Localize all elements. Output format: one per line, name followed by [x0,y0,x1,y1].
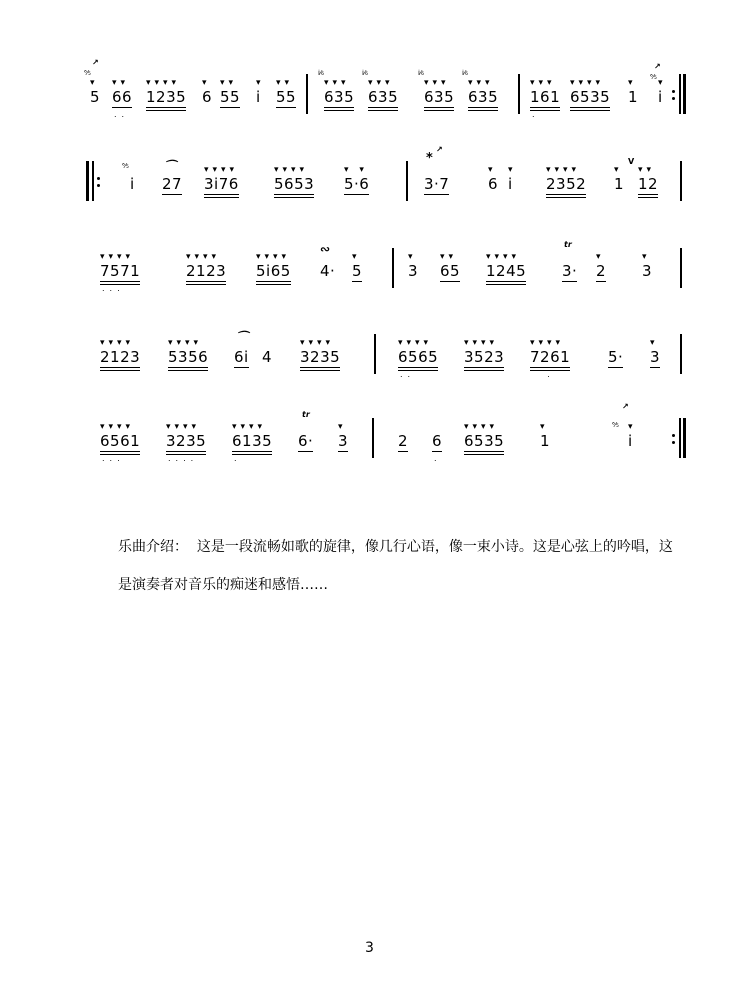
note-group: ▾▾▾▾ 3235 .... [166,422,207,463]
note-group: ▾▾▾▾ 7571 ... [100,252,141,293]
note-group: ▾▾▾▾ 2352 [546,175,586,193]
note-group: 2 [398,432,409,450]
note-group: ▾▾▾ 635 [424,88,454,106]
score-line-2 [0,147,736,207]
note-group: ▾ i [628,422,637,450]
note-group: ▾▾▾▾ 7261 . [530,338,571,379]
note-group: ▾▾▾▾ 1235 [146,88,186,106]
note-group: ▾ 1 [540,422,551,450]
final-barline [683,418,686,458]
grace-note: ⁶⁄₅ [612,421,619,429]
grace-note: i̇⁄₆ [318,69,324,77]
note-group: ▾▾▾ 635 [368,88,398,106]
barline [680,248,682,288]
repeat-dots-icon [672,86,675,104]
note-group: 3· [562,262,578,280]
note-group: ▾ 1 [628,78,639,106]
note-group: ▾▾▾▾ 2123 [186,262,226,280]
score-line-5 [0,404,736,464]
note-group: 4· [320,262,336,280]
note-group: ▾▾ 12 [638,175,658,193]
note-group: 27 [162,175,183,193]
note-group: ▾▾▾▾ 1245 [486,262,526,280]
note-group: ▾▾▾▾ 2123 [100,348,140,366]
note-group: i [130,175,135,193]
start-repeat-barline [86,161,89,201]
star-icon: * [426,151,433,166]
note-group: ▾ 3 [650,338,661,366]
score-line-1 [0,60,736,120]
note-group: ▾ ▾ 5·6 [344,165,370,193]
music-introduction [118,528,678,604]
note-group: 4 [262,348,273,366]
barline [679,74,681,114]
note-group: ▾ i [658,78,667,106]
grace-note: i̇⁄₆ [418,69,424,77]
note-group: ▾ i [256,78,265,106]
note-group: ▾▾▾▾ 5653 [274,175,314,193]
note-group: ▾ 3 [338,422,349,450]
note-group: ▾ 3 [642,252,653,280]
score-line-4 [0,320,736,380]
turn-icon: ⌒ [236,330,249,344]
note-group: 6i [234,348,249,366]
final-barline [683,74,686,114]
grace-note: ⁶⁄₅ [84,69,91,77]
note-group: ▾▾▾▾ 6535 [464,432,504,450]
barline [372,418,374,458]
grace-note: ⁶⁄₅ [122,162,129,170]
grace-note: ⁶⁄₅ [650,73,657,81]
page-number: 3 [365,940,374,956]
barline [679,418,681,458]
barline [518,74,520,114]
barline [406,161,408,201]
barline [92,161,94,201]
note-group: ▾ 3 [408,252,419,280]
note-group: ▾▾▾ 161 . [530,78,561,119]
note-group: ▾ 6 [488,165,499,193]
breath-mark-icon: V [628,157,635,166]
note-group: ▾▾▾▾ 5356 [168,348,208,366]
grace-note: i̇⁄₆ [462,69,468,77]
note-group: ▾▾ 55 [220,78,241,106]
note-group: ▾▾ 65 [440,252,461,280]
barline [680,161,682,201]
barline [374,334,376,374]
note-group: ▾▾ 66 .. [112,78,133,119]
intro-text: 这是一段流畅如歌的旋律，像几行心语，像一束小诗。这是心弦上的吟唱，这是演奏者对音乐的痴迷和感悟…… [118,539,673,593]
score-line-3 [0,234,736,294]
trill-icon: tr [564,240,572,249]
repeat-dots-icon [672,430,675,448]
slide-up-icon: ↗ [622,402,629,411]
note-group: ▾ 2 [596,252,607,280]
slide-up-icon: ↗ [436,145,443,154]
note-group: ▾▾▾▾ 3523 [464,348,504,366]
repeat-dots-icon [97,173,100,191]
note-group: 5· [608,348,624,366]
note-group: ▾▾▾▾ 3i76 [204,175,239,193]
note-group: ▾ i [508,165,517,193]
note-group: ▾ 5 [90,78,101,106]
note-group: ▾▾▾▾ 3235 [300,348,340,366]
grace-note: i̇⁄₆ [362,69,368,77]
barline [680,334,682,374]
note-group: ▾▾▾▾ 6535 [570,88,610,106]
slide-up-icon: ↗ [654,62,661,71]
note-group: ▾▾▾▾ 6135 . [232,422,273,463]
note-group: 6 . [432,432,443,463]
note-group: 3·7 [424,175,450,193]
note-group: ▾ 5 [352,252,363,280]
note-group: ▾▾▾ 635 [324,88,354,106]
note-group: ▾▾▾▾ 6561 ... [100,422,141,463]
intro-label: 乐曲介绍： [118,539,188,555]
turn-icon: ⌒ [164,159,177,173]
trill-icon: tr [302,410,310,419]
note-group: ▾▾▾▾ 6565 .. [398,338,439,379]
mordent-icon: ∾ [320,242,331,256]
note-group: ▾ 6 [202,78,213,106]
note-group: ▾ 1 [614,165,625,193]
barline [306,74,308,114]
note-group: ▾▾▾▾ 5i65 [256,262,291,280]
note-group: ▾▾▾ 635 [468,88,498,106]
note-group: 6· [298,432,314,450]
barline [392,248,394,288]
slide-up-icon: ↗ [92,58,99,67]
note-group: ▾▾ 55 [276,78,297,106]
